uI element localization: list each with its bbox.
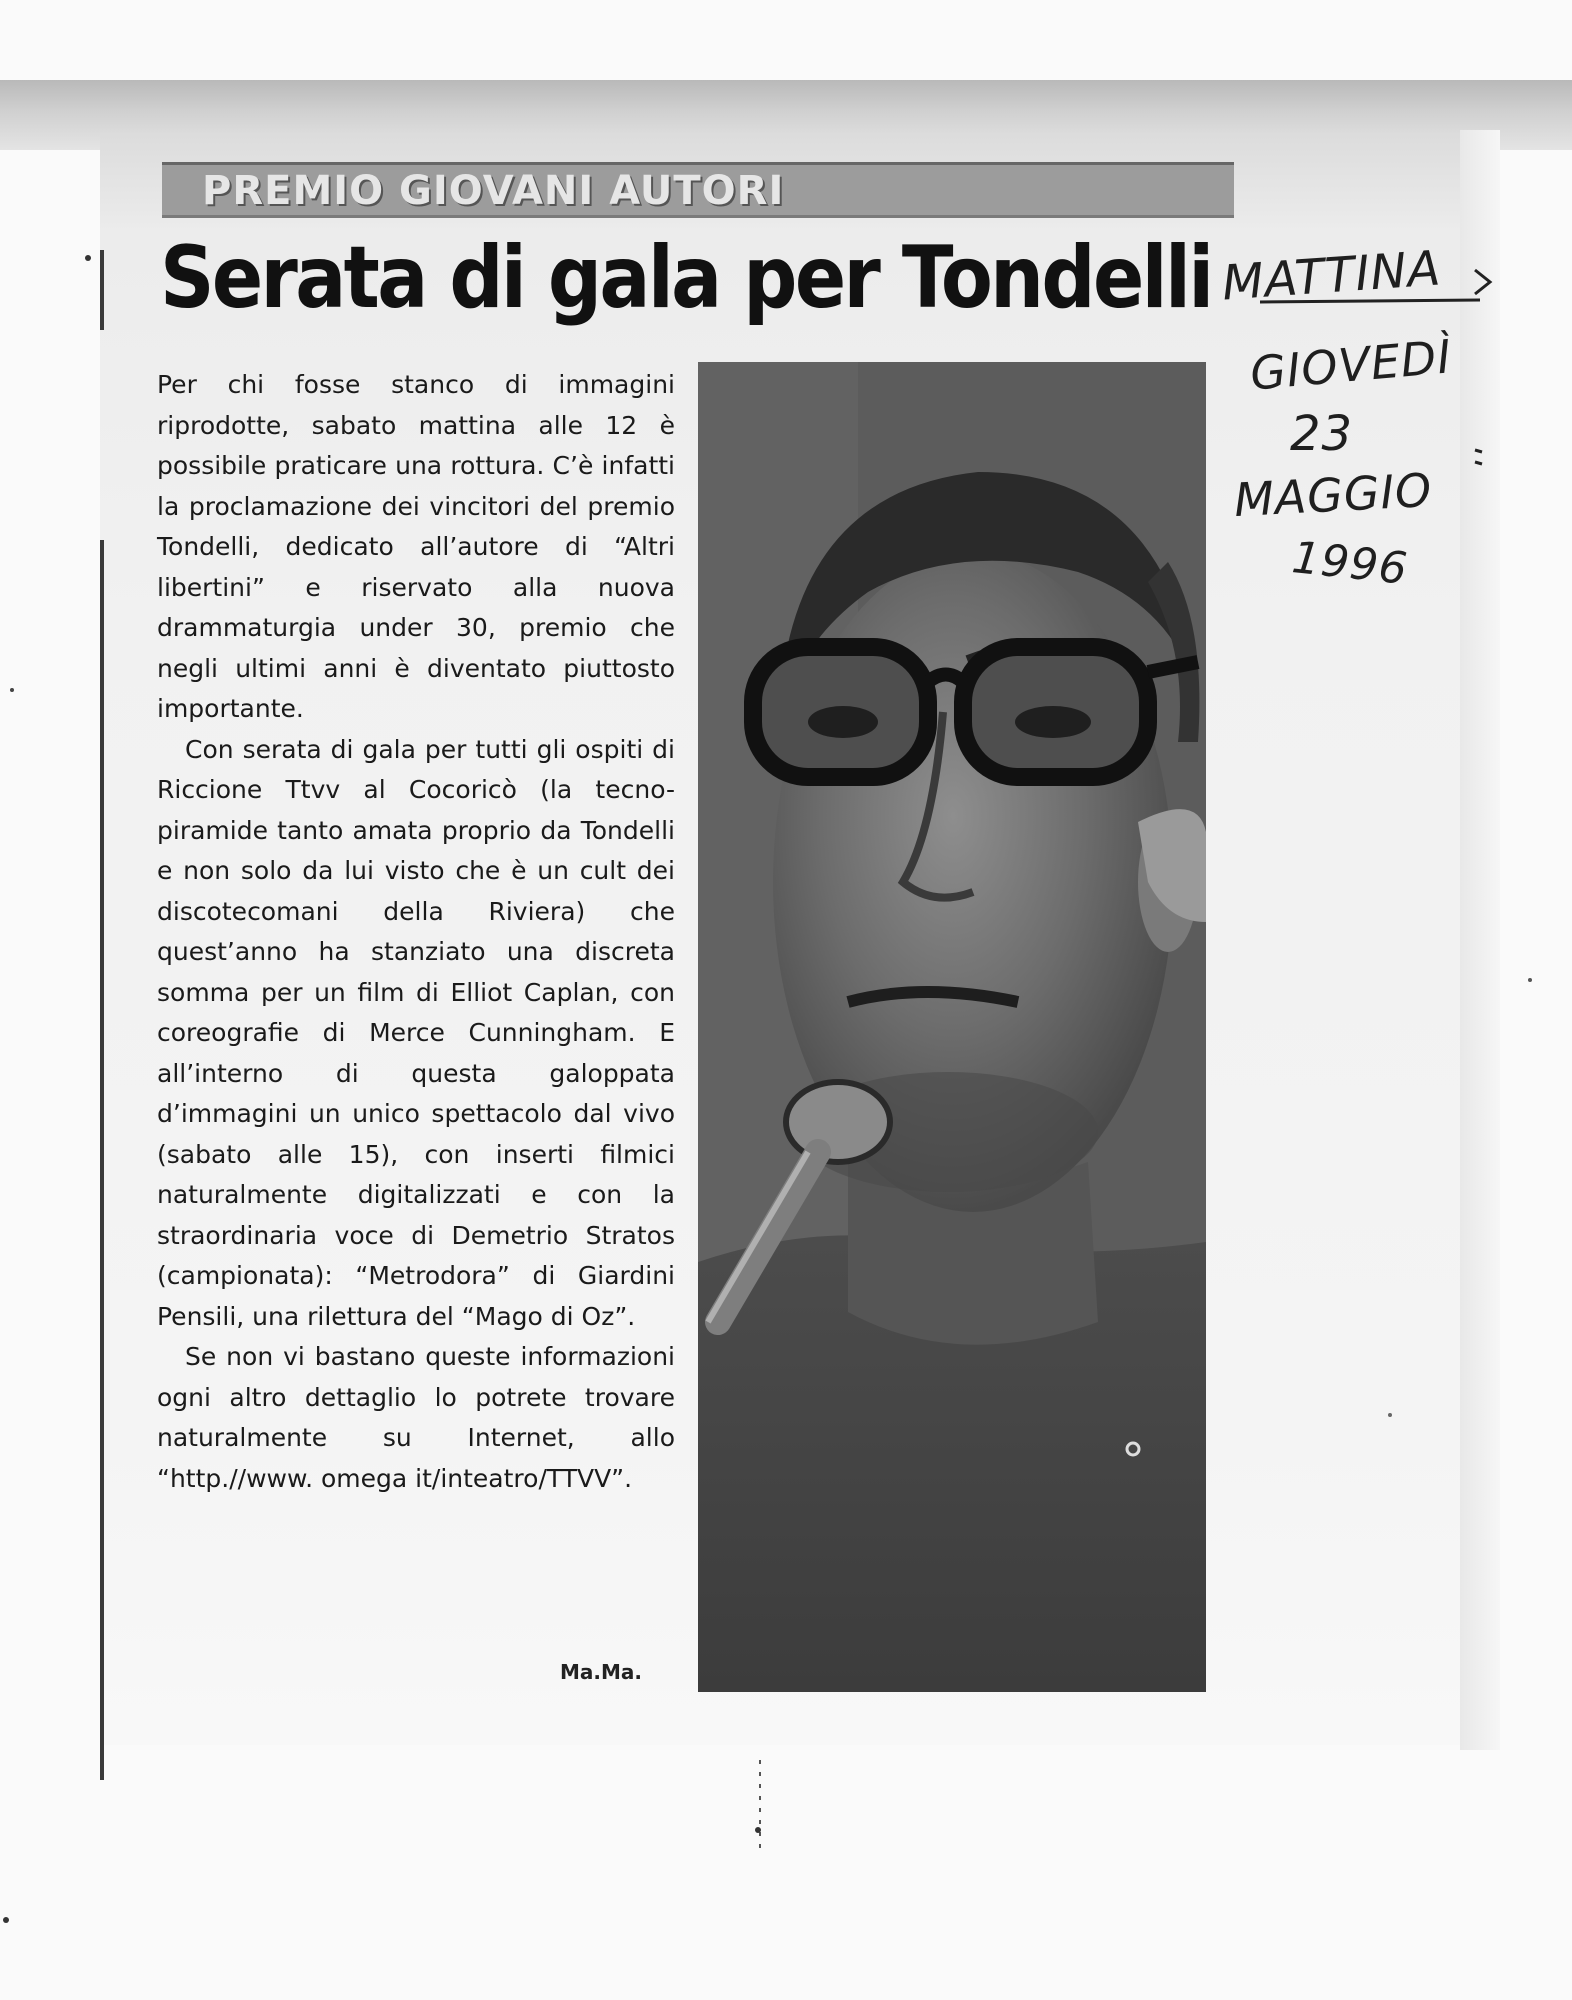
article-paragraph-2: Con serata di gala per tutti gli ospiti di Riccione Ttvv al Cocoricò (la tecno-piramide tanto amata proprio da Tondelli e non solo da lui visto che è un cult dei discotecomani della Riviera) che quest’anno ha stanziato una discreta somma per un film di Elliot Caplan, con coreografie di Merce Cunningham. E all’interno di questa galoppata d’immagini un unico spettacolo dal vivo (sabato alle 15), con inserti filmici naturalmente digitalizzati e con la straordinaria voce di Demetrio Stratos (campionata): “Metrodora” di Giardini Pensili, una rilettura del “Mago di Oz”. xyxy=(157,734,675,1331)
kicker-text: PREMIO GIOVANI AUTORI xyxy=(202,168,785,214)
handwritten-line-3: 23 xyxy=(1290,406,1354,462)
handwritten-line-2: GIOVEDÌ xyxy=(1248,329,1454,401)
article-paragraph-3: Se non vi bastano queste informazioni ogni altro dettaglio lo potrete trovare naturalmente su Internet, allo “http.//www. omega it/inteatro/TTVV”. xyxy=(157,1342,675,1493)
article-paragraph-1: Per chi fosse stanco di immagini riprodotte, sabato mattina alle 12 è possibile praticare una rottura. C’è infatti la proclamazione dei vincitori del premio Tondelli, dedicato all’autore di “Altri libertini” e riservato alla nuova drammaturgia under 30, premio che negli ultimi anni è diventato piuttosto importante. xyxy=(157,370,675,723)
headline: Serata di gala per Tondelli xyxy=(160,228,1212,328)
byline: Ma.Ma. xyxy=(560,1660,642,1684)
handwritten-line-1: MATTINA xyxy=(1220,240,1443,312)
handwritten-line-5: 1996 xyxy=(1289,532,1411,595)
handwritten-line-4: MAGGIO xyxy=(1232,462,1434,528)
